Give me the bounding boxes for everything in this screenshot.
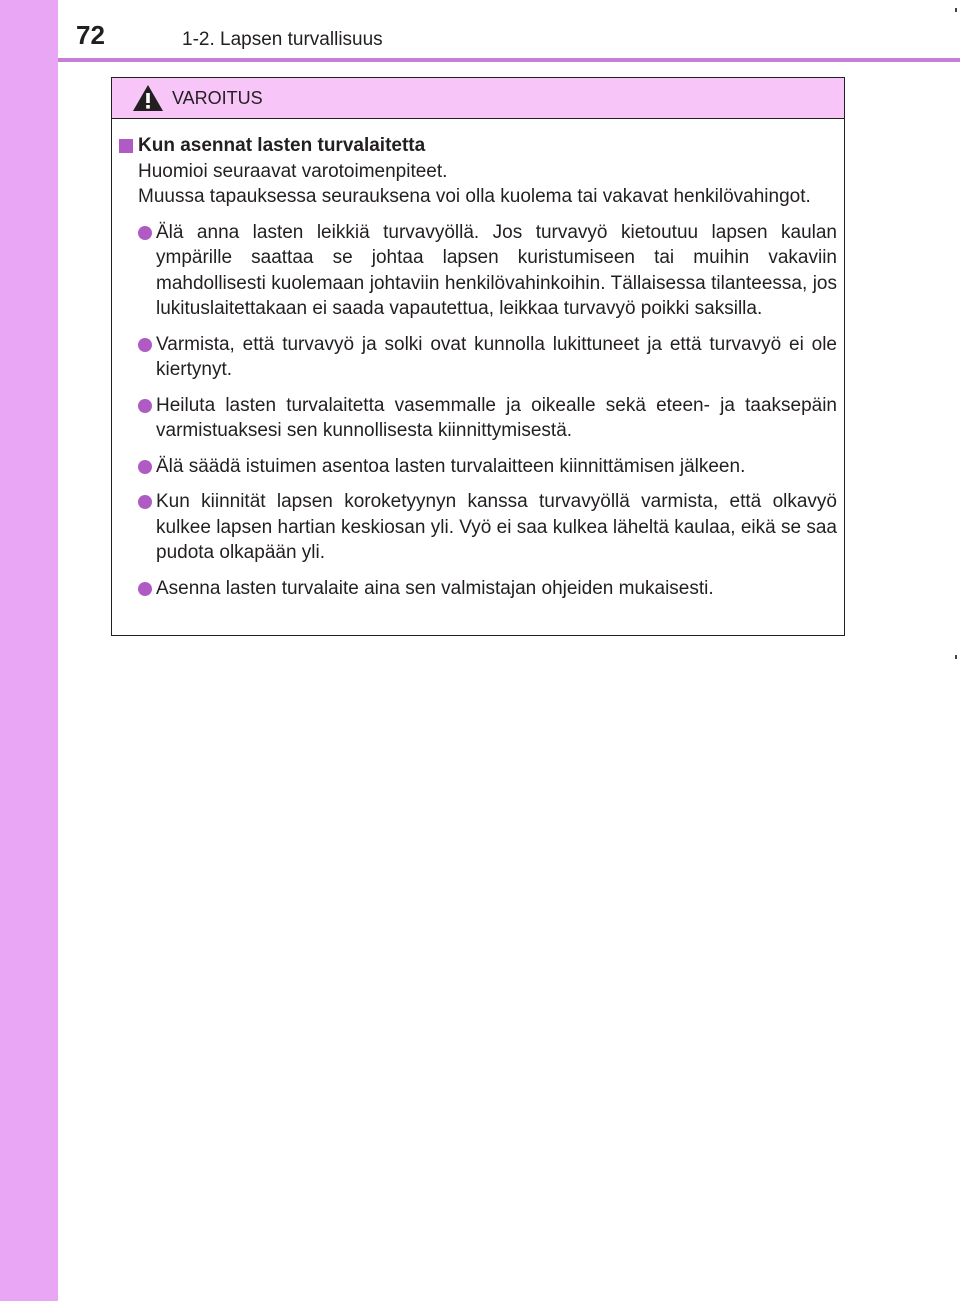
bullet-dot-icon [138, 399, 152, 413]
crop-mark [955, 655, 957, 659]
warning-list [112, 220, 844, 602]
warning-heading-text: Kun asennat lasten turvalaitetta [138, 135, 426, 156]
list-item [112, 332, 844, 383]
warning-intro-line-1: Huomioi seuraavat varotoimenpiteet. [138, 160, 448, 182]
warning-header [112, 78, 844, 119]
list-item-text: Älä säädä istuimen asentoa lasten turvalaitteen kiinnittämisen jälkeen. [156, 455, 746, 477]
list-item [112, 454, 844, 480]
side-color-strip [0, 0, 58, 1301]
crop-mark [955, 8, 957, 12]
warning-body [112, 133, 844, 611]
list-item-text: Kun kiinnität lapsen koroketyynyn kanssa turvavyöllä varmista, että olkavyö kulkee lapsen hartian keskiosan yli. Vyö ei saa kulkea läheltä kaulaa, eikä se saa pudota olkapään yli. [156, 491, 837, 563]
list-item-text: Älä anna lasten leikkiä turvavyöllä. Jos turvavyö kietoutuu lapsen kaulan ympärille saattaa se johtaa lapsen kuristumiseen tai muihin vakaviin mahdollisesti kuolemaan johtaviin henkilövahinkoihin. Tällaisessa tilanteessa, jos lukituslaitettakaan ei saada vapautettua, leikkaa turvavyö poikki saksilla. [156, 221, 837, 319]
page-number: 72 [76, 20, 105, 50]
header-rule [58, 58, 960, 62]
list-item [112, 576, 844, 602]
list-item [112, 393, 844, 444]
square-bullet-icon [119, 139, 133, 153]
bullet-dot-icon [138, 338, 152, 352]
bullet-dot-icon [138, 460, 152, 474]
list-item [112, 489, 844, 566]
warning-label: VAROITUS [172, 88, 263, 108]
warning-box [111, 77, 845, 636]
warning-heading [112, 133, 844, 159]
warning-intro-line-2: Muussa tapauksessa seurauksena voi olla kuolema tai vakavat henkilövahingot. [138, 186, 811, 207]
bullet-dot-icon [138, 495, 152, 509]
bullet-dot-icon [138, 582, 152, 596]
list-item-text: Varmista, että turvavyö ja solki ovat kunnolla lukittuneet ja että turvavyö ei ole kiertynyt. [156, 333, 837, 380]
warning-triangle-icon [132, 84, 164, 112]
section-title: 1-2. Lapsen turvallisuus [182, 29, 383, 50]
list-item-text: Heiluta lasten turvalaitetta vasemmalle ja oikealle sekä eteen- ja taaksepäin varmistuaksesi sen kunnollisesta kiinnittymisestä. [156, 394, 837, 441]
list-item-text: Asenna lasten turvalaite aina sen valmistajan ohjeiden mukaisesti. [156, 577, 714, 599]
list-item [112, 220, 844, 322]
bullet-dot-icon [138, 226, 152, 240]
